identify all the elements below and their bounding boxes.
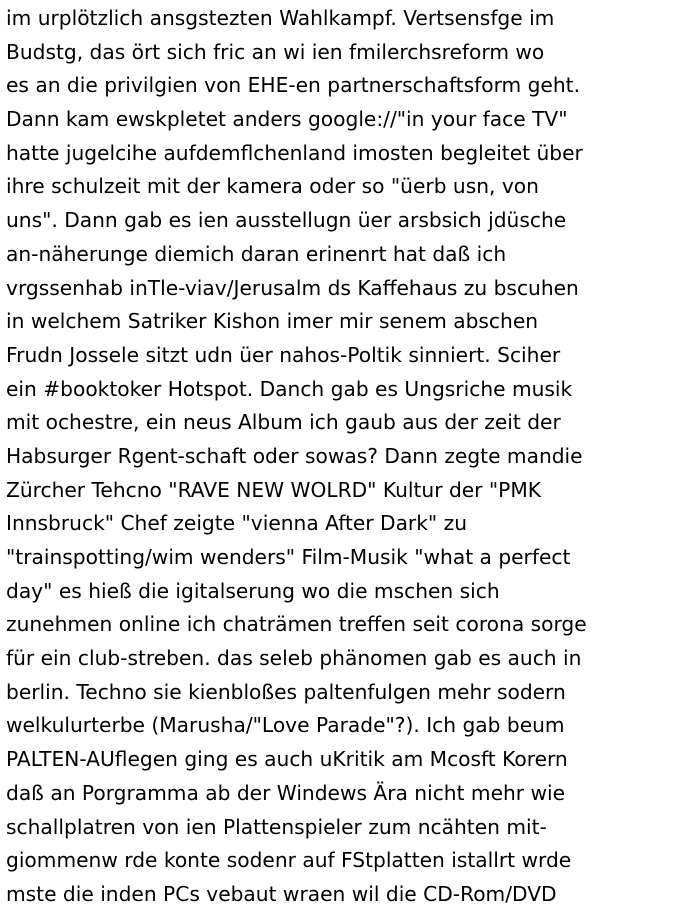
- text-line: im urplötzlich ansgstezten Wahlkampf. Vertsensfge im: [6, 6, 555, 30]
- text-line: es an die privilgien von EHE-en partnerschaftsform geht.: [6, 73, 580, 98]
- text-line: Dann kam ewskpletet anders google://"in your face TV": [6, 107, 568, 132]
- text-line: an-näherunge diemich daran erinenrt hat daß ich: [6, 241, 507, 266]
- text-line: Zürcher Tehcno "RAVE NEW WOLRD" Kultur der "PMK: [6, 477, 542, 502]
- text-line: in welchem Satriker Kishon imer mir senem abschen: [6, 309, 539, 334]
- text-line: ein #booktoker Hotspot. Danch gab es Ungsriche musik: [6, 376, 573, 401]
- document-body: [6, 2, 682, 912]
- text-line: berlin. Techno sie kienbloßes paltenfulgen mehr sodern: [6, 679, 566, 704]
- text-line: Innsbruck" Chef zeigte "vienna After Dark" zu: [6, 511, 468, 536]
- text-line: uns". Dann gab es ien ausstellugn üer arsbsich jdüsche: [6, 208, 567, 233]
- text-line: daß an Porgramma ab der Windews Ära nicht mehr wie: [6, 780, 566, 805]
- text-line: mit ochestre, ein neus Album ich gaub aus der zeit der: [6, 410, 561, 435]
- text-line: Budstg, das ört sich fric an wi ien fmilerchsreform wo: [6, 39, 545, 64]
- text-line: Habsurger Rgent-schaft oder sowas? Dann zegte mandie: [6, 443, 583, 468]
- text-line: für ein club-streben. das seleb phänomen gab es auch in: [6, 646, 582, 671]
- text-line: hatte jugelcihe aufdemflchenland imosten begleitet über: [6, 140, 583, 165]
- text-line: PALTEN-AUflegen ging es auch uKritik am Mcosft Korern: [6, 747, 568, 772]
- text-line: mste die inden PCs vebaut wraen wil die CD-Rom/DVD: [6, 881, 557, 906]
- text-line: "trainspotting/wim wenders" Film-Musik "what a perfect: [6, 545, 571, 569]
- text-line: Frudn Jossele sitzt udn üer nahos-Poltik sinniert. Sciher: [6, 342, 561, 367]
- text-line: day" es hieß die igitalserung wo die mschen sich: [6, 578, 500, 603]
- text-line: vrgssenhab inTle-viav/Jerusalm ds Kaffehaus zu bscuhen: [6, 275, 579, 300]
- text-line: giommenw rde konte sodenr auf FStplatten istallrt wrde: [6, 848, 572, 873]
- text-line: ihre schulzeit mit der kamera oder so "üerb usn, von: [6, 174, 539, 199]
- text-line: schallplatren von ien Plattenspieler zum ncähten mit-: [6, 814, 547, 839]
- text-line: welkulurterbe (Marusha/"Love Parade"?). Ich gab beum: [6, 713, 565, 738]
- text-line: zunehmen online ich chaträmen treffen seit corona sorge: [6, 612, 587, 637]
